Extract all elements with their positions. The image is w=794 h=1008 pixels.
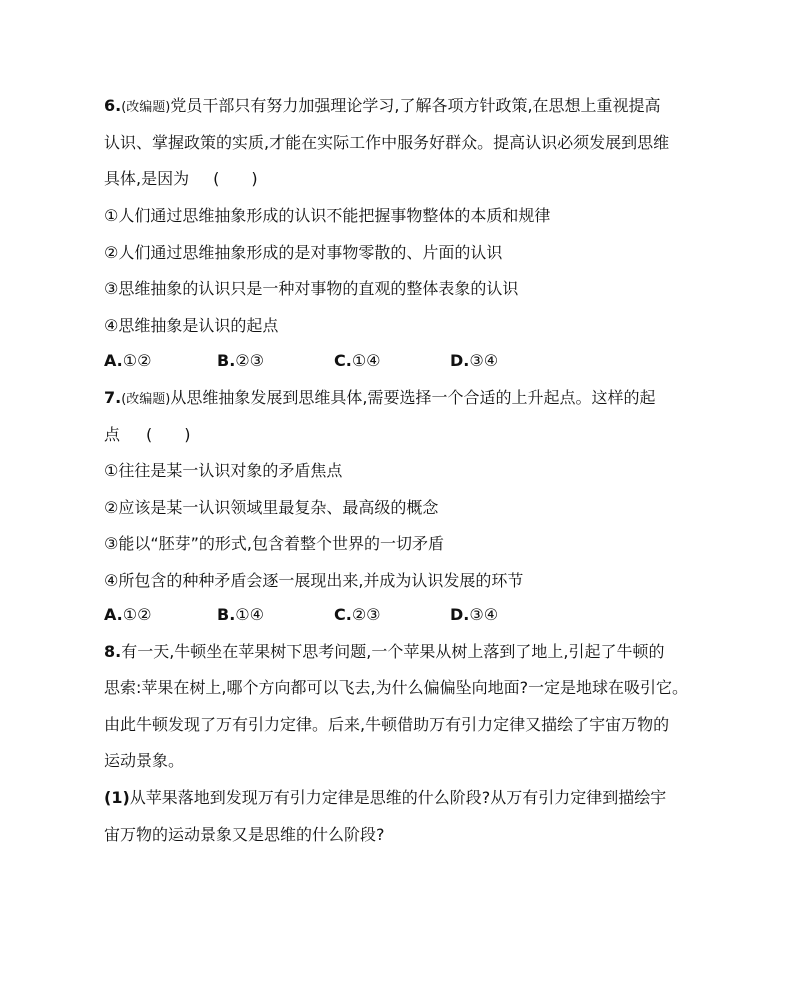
q8-line-1	[104, 642, 724, 662]
q7-item-4: ④所包含的种种矛盾会逐一展现出来,并成为认识发展的环节	[104, 571, 524, 590]
q8-stem-4: 运动景象。	[104, 751, 185, 770]
q7-number: 7.	[104, 388, 122, 407]
q6-option-d: D.③④	[450, 351, 499, 370]
q7-item-3: ③能以“胚芽”的形式,包含着整个世界的一切矛盾	[104, 534, 445, 553]
q8-stem-2: 思索:苹果在树上,哪个方向都可以飞去,为什么偏偏坠向地面?一定是地球在吸引它。	[104, 678, 689, 697]
q6-stem-1: 党员干部只有努力加强理论学习,了解各项方针政策,在思想上重视提高	[170, 96, 661, 115]
q6-line-3	[104, 169, 724, 189]
q7-option-d: D.③④	[450, 605, 499, 624]
q7-item-2: ②应该是某一认识领域里最复杂、最高级的概念	[104, 498, 439, 517]
q6-line-1	[104, 96, 724, 118]
q7-option-b: B.①④	[217, 605, 264, 624]
q6-option-c: C.①④	[334, 351, 381, 370]
q6-answer-paren: ( )	[213, 169, 258, 188]
q7-stem-1: 从思维抽象发展到思维具体,需要选择一个合适的上升起点。这样的起	[170, 388, 656, 407]
q6-item-4: ④思维抽象是认识的起点	[104, 316, 279, 335]
q7-line-2	[104, 425, 724, 445]
q8-stem-3: 由此牛顿发现了万有引力定律。后来,牛顿借助万有引力定律又描绘了宇宙万物的	[104, 715, 670, 734]
q6-number: 6.	[104, 96, 122, 115]
q6-stem-2: 认识、掌握政策的实质,才能在实际工作中服务好群众。提高认识必须发展到思维	[104, 133, 670, 152]
q7-answer-paren: ( )	[146, 425, 191, 444]
q6-item-2: ②人们通过思维抽象形成的是对事物零散的、片面的认识	[104, 243, 503, 262]
q7-option-c: C.②③	[334, 605, 381, 624]
q6-option-b: B.②③	[217, 351, 264, 370]
q6-item-1: ①人们通过思维抽象形成的认识不能把握事物整体的本质和规律	[104, 206, 551, 225]
q8-sub1-text-2: 宙万物的运动景象又是思维的什么阶段?	[104, 825, 385, 844]
q7-line-1	[104, 388, 724, 410]
q6-tag: (改编题)	[121, 100, 171, 115]
q6-option-a: A.①②	[104, 351, 152, 370]
q7-option-a: A.①②	[104, 605, 152, 624]
q8-number: 8.	[104, 642, 122, 661]
q8-stem-1: 有一天,牛顿坐在苹果树下思考问题,一个苹果从树上落到了地上,引起了牛顿的	[121, 642, 665, 661]
q6-stem-3: 具体,是因为	[104, 169, 190, 188]
q7-tag: (改编题)	[121, 392, 171, 407]
q8-sub1-text-1: 从苹果落地到发现万有引力定律是思维的什么阶段?从万有引力定律到描绘宇	[129, 788, 667, 807]
q6-item-3: ③思维抽象的认识只是一种对事物的直观的整体表象的认识	[104, 279, 519, 298]
q7-stem-2: 点	[104, 425, 121, 444]
q7-item-1: ①往往是某一认识对象的矛盾焦点	[104, 461, 343, 480]
q8-sub1-line-1	[104, 788, 724, 808]
q8-sub1-label: (1)	[104, 788, 130, 807]
